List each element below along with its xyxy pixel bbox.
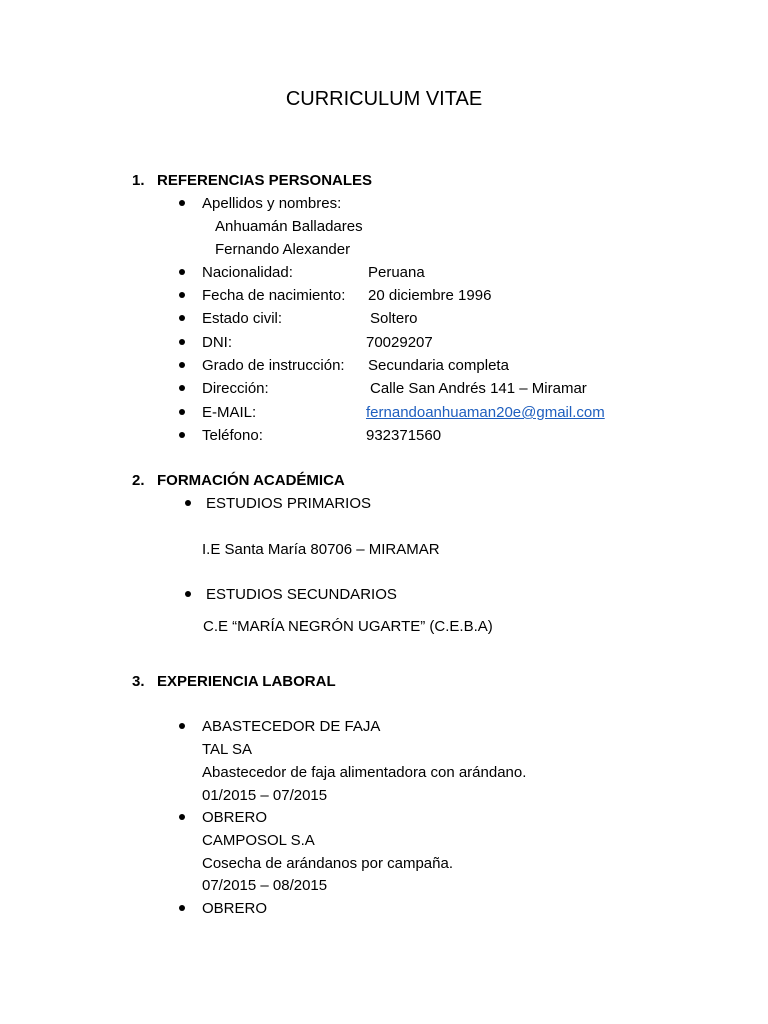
surnames-value: Anhuamán Balladares xyxy=(215,218,363,235)
bullet-icon xyxy=(179,315,185,321)
nationality-value: Peruana xyxy=(368,264,425,281)
address-value: Calle San Andrés 141 – Miramar xyxy=(370,380,587,397)
education-school-secondary: C.E “MARÍA NEGRÓN UGARTE” (C.E.B.A) xyxy=(203,618,493,635)
dni-value: 70029207 xyxy=(366,334,433,351)
education-level-label: Grado de instrucción: xyxy=(202,357,345,374)
bullet-icon xyxy=(185,591,191,597)
section-heading-education: FORMACIÓN ACADÉMICA xyxy=(157,472,345,489)
bullet-icon xyxy=(179,409,185,415)
section-number-1: 1. xyxy=(132,172,145,189)
education-level-primary: ESTUDIOS PRIMARIOS xyxy=(206,495,372,512)
bullet-icon xyxy=(179,432,185,438)
given-names-value: Fernando Alexander xyxy=(215,241,351,258)
job-position: OBRERO xyxy=(202,809,268,826)
address-label: Dirección: xyxy=(202,380,269,397)
bullet-icon xyxy=(179,385,185,391)
phone-value: 932371560 xyxy=(366,427,442,444)
bullet-icon xyxy=(179,269,185,275)
job-company: CAMPOSOL S.A xyxy=(202,832,315,849)
email-label: E-MAIL: xyxy=(202,404,257,421)
education-school-primary: I.E Santa María 80706 – MIRAMAR xyxy=(202,541,440,558)
job-position: ABASTECEDOR DE FAJA xyxy=(202,718,381,735)
civil-status-label: Estado civil: xyxy=(202,310,283,327)
birthdate-value: 20 diciembre 1996 xyxy=(368,287,492,304)
phone-label: Teléfono: xyxy=(202,427,263,444)
job-company: TAL SA xyxy=(202,741,253,758)
job-period: 01/2015 – 07/2015 xyxy=(202,787,328,804)
job-period: 07/2015 – 08/2015 xyxy=(202,877,328,894)
bullet-icon xyxy=(179,362,185,368)
bullet-icon xyxy=(179,814,185,820)
education-level-secondary: ESTUDIOS SECUNDARIOS xyxy=(206,586,397,603)
job-position: OBRERO xyxy=(202,900,268,917)
bullet-icon xyxy=(179,200,185,206)
job-description: Abastecedor de faja alimentadora con arándano. xyxy=(202,764,527,781)
section-number-2: 2. xyxy=(132,472,145,489)
bullet-icon xyxy=(179,339,185,345)
section-heading-experience: EXPERIENCIA LABORAL xyxy=(157,673,336,690)
education-level-value: Secundaria completa xyxy=(368,357,509,374)
birthdate-label: Fecha de nacimiento: xyxy=(202,287,346,304)
bullet-icon xyxy=(185,500,191,506)
civil-status-value: Soltero xyxy=(370,310,418,327)
bullet-icon xyxy=(179,905,185,911)
bullet-icon xyxy=(179,292,185,298)
email-link[interactable]: fernandoanhuaman20e@gmail.com xyxy=(366,404,605,421)
names-label: Apellidos y nombres: xyxy=(202,195,342,212)
section-number-3: 3. xyxy=(132,673,145,690)
job-description: Cosecha de arándanos por campaña. xyxy=(202,855,454,872)
section-heading-personal: REFERENCIAS PERSONALES xyxy=(157,172,373,189)
dni-label: DNI: xyxy=(202,334,232,351)
page-title: CURRICULUM VITAE xyxy=(285,88,483,110)
bullet-icon xyxy=(179,723,185,729)
nationality-label: Nacionalidad: xyxy=(202,264,293,281)
